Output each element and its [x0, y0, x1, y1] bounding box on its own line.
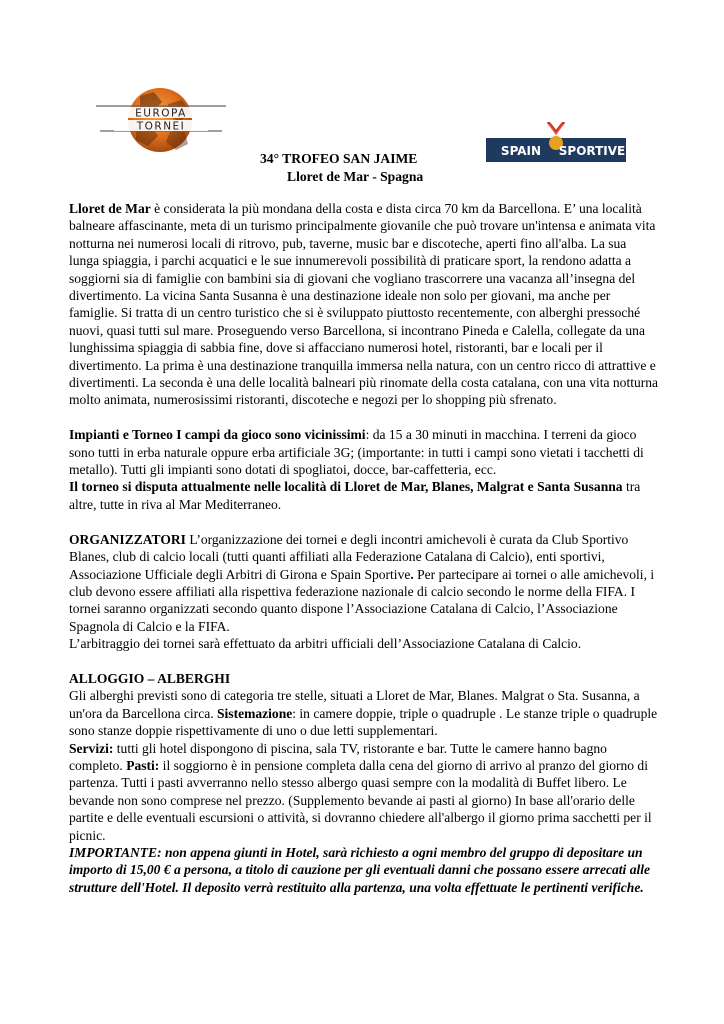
organizzatori-heading: ORGANIZZATORI: [69, 531, 186, 547]
organizzatori-paragraph: [69, 531, 659, 653]
europa-tornei-logo: [96, 84, 226, 152]
document-title: 34° TROFEO SAN JAIME: [260, 151, 418, 166]
intro-paragraph: [69, 200, 659, 409]
impianti-after: tra altre, tutte in riva al Mar Mediterraneo.: [69, 479, 641, 512]
pasti-label: Pasti:: [126, 757, 160, 773]
importante-notice: IMPORTANTE: non appena giunti in Hotel, sarà richiesto a ogni membro del gruppo di depositare un importo di 15,00 € a persona, a titolo di cauzione per gli eventuali danni che possano essere arrecati alle strutture dell'Hotel. Il deposito verrà restituito alla partenza, una volta effettuate le pertinenti verifiche.: [69, 844, 651, 895]
impianti-heading: Impianti e Torneo I campi da gioco sono vicinissimi: [69, 427, 366, 443]
spain-logo-text: SPAIN: [500, 144, 542, 158]
organizzatori-text-3: L’arbitraggio dei tornei sarà effettuato da arbitri ufficiali dell’Associazione Catalana di Calcio.: [69, 636, 582, 652]
sportive-logo-text: SPORTIVE: [558, 144, 626, 158]
alloggio-text-2: : in camere doppie, triple o quadruple . Le stanze triple o quadruple sono stanze doppie rispettivamente di uno o due letti supplementari.: [69, 705, 658, 739]
alloggio-text-1: Gli alberghi previsti sono di categoria tre stelle, situati a Lloret de Mar, Blanes. Malgrat o Sta. Susanna, a un'ora da Barcellona circa.: [69, 688, 640, 721]
alloggio-heading: ALLOGGIO – ALBERGHI: [69, 670, 231, 686]
document-body: [69, 200, 659, 896]
spain-sportive-logo: [486, 122, 626, 164]
document-subtitle: Lloret de Mar - Spagna: [287, 169, 424, 184]
impianti-bold-line: Il torneo si disputa attualmente nelle località di Lloret de Mar, Blanes, Malgrat e Santa Susanna: [69, 479, 623, 495]
intro-text: è considerata la più mondana della costa e dista circa 70 km da Barcellona. E’ una località balneare affascinante, meta di un turismo principalmente giovanile che può trovare un'intensa e animata vita notturna nei numerosi locali di ritrovo, pub, taverne, music bar e discoteche, aperti fino all'alba. La sua lunga spiaggia, i parchi acquatici e le sue innumerevoli possibilità di praticare sport, la rendono adatta a soggiorni sia di famiglie con bambini sia di giovani che vogliano trascorrere una vacanza all’insegna del divertimento. La vicina Santa Susanna è una destinazione ideale non solo per giovani, ma anche per famiglie. Si tratta di un centro turistico che si è sviluppato piuttosto recentemente, con alberghi pressoché nuovi, quasi tutti sul mare. Proseguendo verso Barcellona, si incontrano Pineda e Calella, collegate da una lunghissima spiaggia di sabbia fine, dove si affacciano numerosi hotel, ristoranti, bar e locali per il divertimento. La prima è una destinazione tranquilla immersa nella natura, con un centro ricco di attrattive e divertimenti. La seconda è una delle località balneari più rinomate della costa catalana, con una vita notturna molto animata, numerosissimi ristoranti, discoteche e negozi per lo shopping più sfrenato.: [69, 201, 659, 408]
alloggio-text-4: il soggiorno è in pensione completa dalla cena del giorno di arrivo al pranzo del giorno di partenza. Tutti i pasti avverranno nello stesso albergo quasi sempre con la modalità di Buffet libero. Le bevande non sono comprese nel prezzo. (Supplemento bevande ai pasti al giorno) In base all'orario delle partite e delle eventuali escursioni o attività, si dovranno chiedere all'albergo il giorno prima sacchetti per il picnic.: [69, 757, 652, 843]
alloggio-paragraph: [69, 670, 659, 896]
servizi-label: Servizi:: [69, 740, 114, 756]
organizzatori-dot: .: [410, 566, 414, 582]
intro-lead: Lloret de Mar: [69, 201, 151, 216]
sistemazione-label: Sistemazione: [217, 705, 293, 721]
organizzatori-text-2: Per partecipare ai tornei o alle amichevoli, i club devono essere affiliati alla rispettiva federazione nazionale di calcio secondo le norme della FIFA. I tornei saranno organizzati secondo quanto dispone l’Associazione Catalana di Calcio, l’Associazione Spagnola di Calcio e la FIFA.: [69, 566, 655, 634]
alloggio-text-3: tutti gli hotel dispongono di piscina, sala TV, ristorante e bar. Tutte le camere hanno bagno completo.: [69, 740, 607, 773]
europa-logo-text-2: TORNEI: [136, 120, 186, 133]
organizzatori-text: L’organizzazione dei tornei e degli incontri amichevoli è curata da Club Sportivo Blanes, club di calcio locali (tutti quanti affiliati alla Federazione Catalana di Calcio), enti sportivi, Associazione Ufficiale degli Arbitri di Girona e Spain Sportive: [69, 531, 629, 582]
impianti-text: : da 15 a 30 minuti in macchina. I terreni da gioco sono tutti in erba naturale oppure erba artificiale 3G; (importante: in tutti i campi sono vietati i tacchetti di metallo). Tutti gli impianti sono dotati di spogliatoi, docce, bar-caffetteria, ecc.: [69, 427, 644, 478]
europa-logo-text-1: EUROPA: [135, 107, 187, 120]
impianti-paragraph: [69, 426, 659, 513]
